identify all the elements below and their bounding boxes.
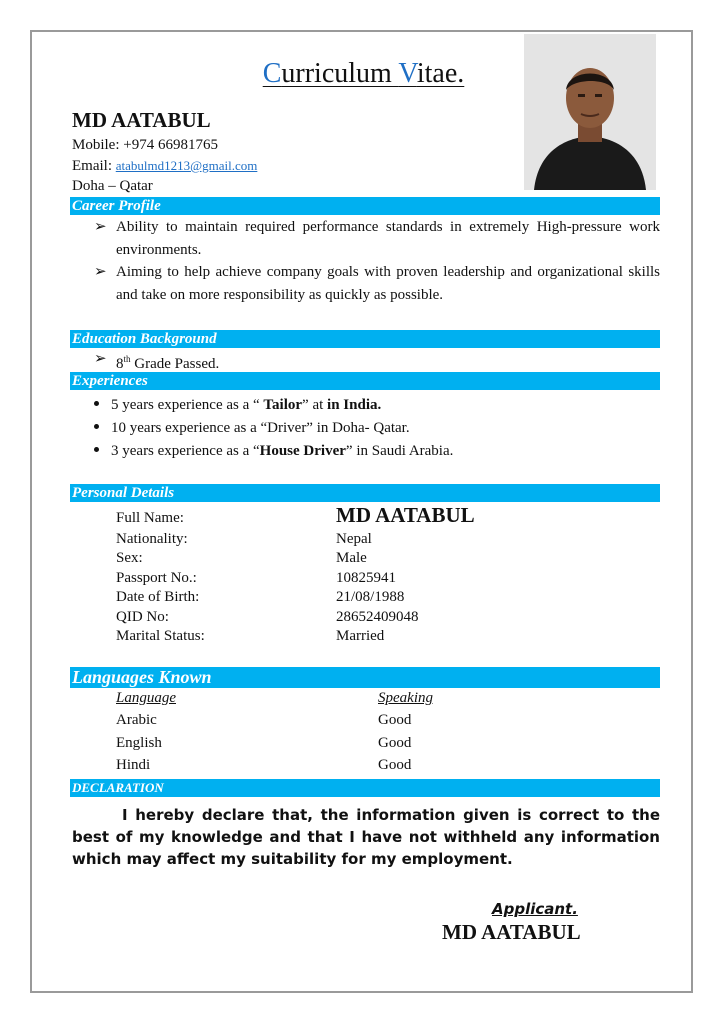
round-bullet-icon (94, 424, 99, 429)
round-bullet-icon (94, 447, 99, 452)
section-experiences: Experiences (70, 372, 660, 390)
passport-value: 10825941 (336, 570, 396, 586)
email-label: Email: (72, 158, 116, 174)
speaking-column-header: Speaking (378, 690, 433, 706)
arrow-bullet-icon: ➢ (94, 219, 107, 235)
experience-item-2: 10 years experience as a “Driver” in Doha- Qatar. (94, 420, 410, 437)
career-item-2: ➢ Aiming to help achieve company goals with proven leadership and organizational skills and take on more responsibility as quickly as possible. (94, 261, 660, 307)
portrait-image (524, 34, 656, 190)
qid-label: QID No: (116, 609, 169, 625)
full-name-label: Full Name: (116, 510, 184, 526)
location-line: Doha – Qatar (72, 178, 153, 194)
mobile-line: Mobile: +974 66981765 (72, 137, 218, 153)
nationality-value: Nepal (336, 531, 372, 547)
marital-label: Marital Status: (116, 628, 205, 644)
section-education: Education Background (70, 330, 660, 348)
section-declaration: DECLARATION (70, 779, 660, 797)
nationality-label: Nationality: (116, 531, 188, 547)
language-row-name: Hindi (116, 757, 151, 773)
language-column-header: Language (116, 690, 176, 706)
education-item: ➢ 8th Grade Passed. (94, 348, 660, 376)
round-bullet-icon (94, 401, 99, 406)
applicant-label: Applicant. (492, 900, 578, 918)
sex-value: Male (336, 550, 367, 566)
dob-label: Date of Birth: (116, 589, 200, 605)
email-link[interactable]: atabulmd1213@gmail.com (115, 158, 258, 173)
arrow-bullet-icon: ➢ (94, 351, 107, 367)
experience-item-1: 5 years experience as a “ Tailor” at in India. (94, 397, 381, 414)
language-row-level: Good (378, 712, 412, 728)
email-line (72, 158, 257, 175)
arrow-bullet-icon: ➢ (94, 264, 107, 280)
language-row-name: English (116, 735, 162, 751)
language-row-level: Good (378, 757, 412, 773)
passport-label: Passport No.: (116, 570, 197, 586)
section-personal-details: Personal Details (70, 484, 660, 502)
career-item-1: ➢ Ability to maintain required performance standards in extremely High-pressure work environments. (94, 216, 660, 262)
language-row-level: Good (378, 735, 412, 751)
section-career-profile: Career Profile (70, 197, 660, 215)
dob-value: 21/08/1988 (336, 589, 405, 605)
page-title: Curriculum Vitae. (262, 58, 465, 89)
qid-value: 28652409048 (336, 609, 419, 625)
applicant-signature-name: MD AATABUL (442, 920, 581, 944)
language-row-name: Arabic (116, 712, 157, 728)
full-name-value: MD AATABUL (336, 503, 475, 527)
experience-item-3: 3 years experience as a “House Driver” in Saudi Arabia. (94, 443, 453, 460)
marital-value: Married (336, 628, 385, 644)
section-languages: Languages Known (70, 667, 660, 688)
sex-label: Sex: (116, 550, 143, 566)
profile-photo (524, 34, 656, 190)
applicant-name: MD AATABUL (72, 108, 211, 132)
declaration-text: I hereby declare that, the information given is correct to the best of my knowledge and that I have not withheld any information which may affect my suitability for my employment. (72, 806, 660, 868)
cv-page (30, 30, 693, 993)
